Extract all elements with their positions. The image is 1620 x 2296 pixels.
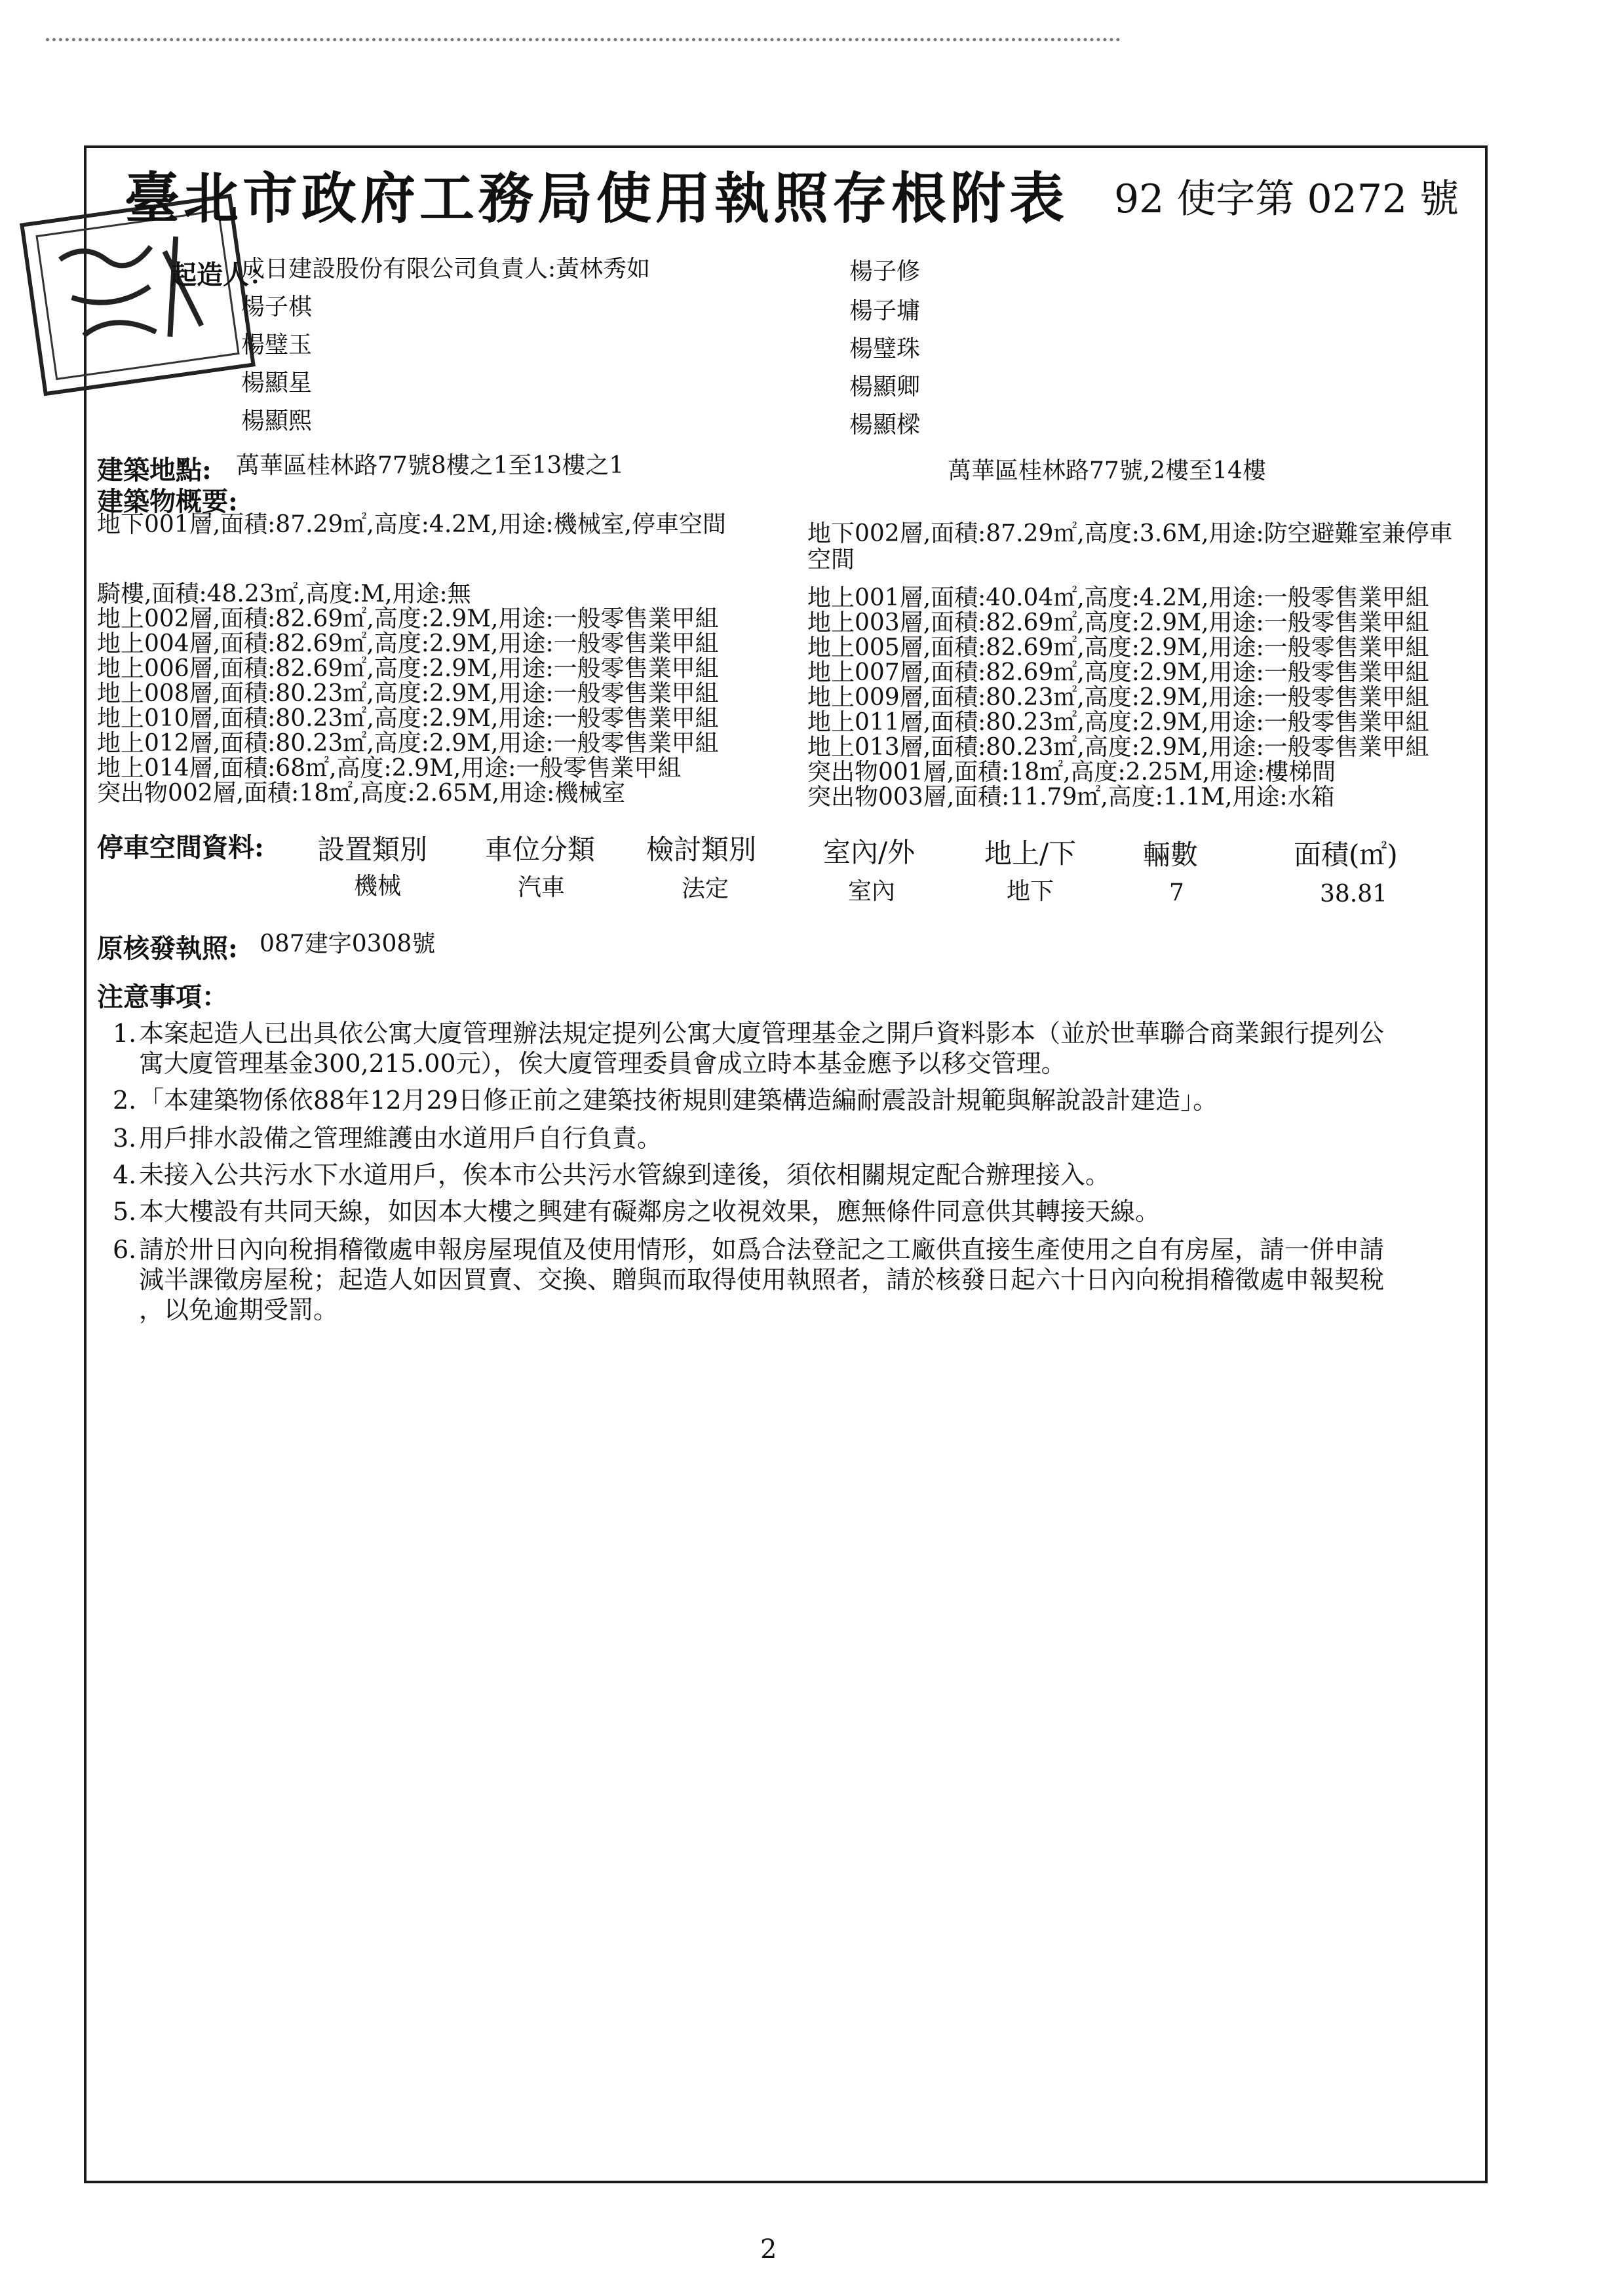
overview-left-7: 地上012層,面積:80.23㎡,高度:2.9M,用途:一般零售業甲組 xyxy=(97,730,719,757)
overview-right-6: 地上009層,面積:80.23㎡,高度:2.9M,用途:一般零售業甲組 xyxy=(807,684,1429,711)
overview-left-0: 地下001層,面積:87.29㎡,高度:4.2M,用途:機械室,停車空間 xyxy=(97,511,727,538)
overview-label: 建築物概要: xyxy=(97,486,238,517)
parking-header-level: 地上/下 xyxy=(984,837,1077,870)
applicant-3: 楊璧玉 xyxy=(241,332,313,358)
parking-value-category: 機械 xyxy=(354,873,402,900)
applicant-1: 成日建設股份有限公司負責人:黃林秀如 xyxy=(241,256,651,282)
location-left: 萬華區桂林路77號8樓之1至13樓之1 xyxy=(236,452,625,479)
overview-right-3: 地上003層,面積:82.69㎡,高度:2.9M,用途:一般零售業甲組 xyxy=(807,609,1429,636)
overview-left-8: 地上014層,面積:68㎡,高度:2.9M,用途:一般零售業甲組 xyxy=(97,755,682,782)
note-6 xyxy=(113,1234,1384,1265)
applicant-7: 楊子墉 xyxy=(849,297,921,324)
note-text: 本案起造人已出具依公寓大廈管理辦法規定提列公寓大廈管理基金之開戶資料影本（並於世華聯合商業銀行提列公 xyxy=(139,1019,1385,1048)
applicant-6: 楊子修 xyxy=(849,258,921,285)
note-6-cont-1: 減半課徵房屋稅；起造人如因買賣、交換、贈與而取得使用執照者，請於核發日起六十日內向稅捐稽徵處申報契稅 xyxy=(139,1265,1385,1294)
note-number: 5. xyxy=(113,1197,137,1226)
note-number: 1. xyxy=(113,1019,137,1048)
applicants-label: 起造人： xyxy=(170,259,275,290)
parking-value-type: 汽車 xyxy=(518,874,566,901)
notes-label: 注意事項： xyxy=(97,982,228,1012)
note-2 xyxy=(113,1085,1218,1115)
top-scan-line xyxy=(46,38,1121,41)
parking-header-review: 檢討類別 xyxy=(646,833,757,866)
note-4 xyxy=(113,1160,1110,1190)
note-6-cont-2: ，以免逾期受罰。 xyxy=(139,1295,339,1324)
overview-left-6: 地上010層,面積:80.23㎡,高度:2.9M,用途:一般零售業甲組 xyxy=(97,705,719,732)
parking-value-count: 7 xyxy=(1169,879,1184,906)
applicant-10: 楊顯樑 xyxy=(849,411,921,438)
parking-value-indoor: 室內 xyxy=(848,878,896,905)
applicant-4: 楊顯星 xyxy=(241,370,313,396)
overview-right-0: 地下002層,面積:87.29㎡,高度:3.6M,用途:防空避難室兼停車 xyxy=(807,520,1453,547)
applicant-5: 楊顯熙 xyxy=(241,408,313,434)
parking-value-review: 法定 xyxy=(682,875,729,902)
location-right: 萬華區桂林路77號,2樓至14樓 xyxy=(948,457,1266,484)
page-number: 2 xyxy=(760,2234,777,2265)
overview-left-3: 地上004層,面積:82.69㎡,高度:2.9M,用途:一般零售業甲組 xyxy=(97,630,719,657)
note-5 xyxy=(113,1196,1160,1227)
note-3 xyxy=(113,1123,662,1153)
overview-right-2: 地上001層,面積:40.04㎡,高度:4.2M,用途:一般零售業甲組 xyxy=(807,584,1429,611)
overview-left-9: 突出物002層,面積:18㎡,高度:2.65M,用途:機械室 xyxy=(97,780,626,807)
parking-header-indoor: 室內/外 xyxy=(823,836,916,868)
note-text: 請於卅日內向稅捐稽徵處申報房屋現值及使用情形，如爲合法登記之工廠供直接生產使用之自有房屋，請一併申請 xyxy=(139,1235,1385,1264)
parking-value-level: 地下 xyxy=(1007,878,1054,905)
parking-header-category: 設置類別 xyxy=(317,833,428,866)
overview-left-2: 地上002層,面積:82.69㎡,高度:2.9M,用途:一般零售業甲組 xyxy=(97,605,719,632)
note-number: 4. xyxy=(113,1160,137,1189)
parking-value-area: 38.81 xyxy=(1320,881,1388,908)
note-text: 本大樓設有共同天線，如因本大樓之興建有礙鄰房之收視效果，應無條件同意供其轉接天線。 xyxy=(139,1197,1161,1226)
parking-header-type: 車位分類 xyxy=(485,833,596,866)
overview-left-4: 地上006層,面積:82.69㎡,高度:2.9M,用途:一般零售業甲組 xyxy=(97,655,719,682)
note-number: 3. xyxy=(113,1124,137,1153)
overview-left-5: 地上008層,面積:80.23㎡,高度:2.9M,用途:一般零售業甲組 xyxy=(97,680,719,707)
note-text: 「本建築物係依88年12月29日修正前之建築技術規則建築構造編耐震設計規範與解說設計建造」。 xyxy=(139,1086,1218,1115)
note-1-cont: 寓大廈管理基金300,215.00元），俟大廈管理委員會成立時本基金應予以移交管理。 xyxy=(139,1049,1066,1078)
overview-right-1: 空間 xyxy=(807,546,855,573)
overview-right-9: 突出物001層,面積:18㎡,高度:2.25M,用途:樓梯間 xyxy=(807,759,1336,786)
note-1 xyxy=(113,1018,1384,1048)
applicant-9: 楊顯卿 xyxy=(849,373,921,400)
applicant-2: 楊子棋 xyxy=(241,294,313,320)
note-text: 未接入公共污水下水道用戶，俟本市公共污水管線到達後，須依相關規定配合辦理接入。 xyxy=(139,1160,1111,1189)
overview-right-4: 地上005層,面積:82.69㎡,高度:2.9M,用途:一般零售業甲組 xyxy=(807,634,1429,661)
original-permit-label: 原核發執照: xyxy=(97,933,238,964)
parking-label: 停車空間資料: xyxy=(97,832,264,863)
original-permit-value: 087建字0308號 xyxy=(260,930,436,957)
document-title: 臺北市政府工務局使用執照存根附表 xyxy=(125,166,1069,231)
overview-right-10: 突出物003層,面積:11.79㎡,高度:1.1M,用途:水箱 xyxy=(807,784,1335,811)
overview-right-5: 地上007層,面積:82.69㎡,高度:2.9M,用途:一般零售業甲組 xyxy=(807,659,1429,686)
note-text: 用戶排水設備之管理維護由水道用戶自行負責。 xyxy=(139,1124,663,1153)
parking-header-area: 面積(㎡) xyxy=(1294,839,1398,871)
overview-right-8: 地上013層,面積:80.23㎡,高度:2.9M,用途:一般零售業甲組 xyxy=(807,734,1429,761)
overview-left-1: 騎樓,面積:48.23㎡,高度:M,用途:無 xyxy=(97,581,471,607)
location-label: 建築地點: xyxy=(97,455,212,486)
overview-right-7: 地上011層,面積:80.23㎡,高度:2.9M,用途:一般零售業甲組 xyxy=(807,709,1429,736)
permit-number: 92 使字第 0272 號 xyxy=(1114,176,1459,222)
applicant-8: 楊璧珠 xyxy=(849,335,921,362)
note-number: 2. xyxy=(113,1086,137,1115)
parking-header-count: 輛數 xyxy=(1143,839,1199,871)
note-number: 6. xyxy=(113,1235,137,1264)
